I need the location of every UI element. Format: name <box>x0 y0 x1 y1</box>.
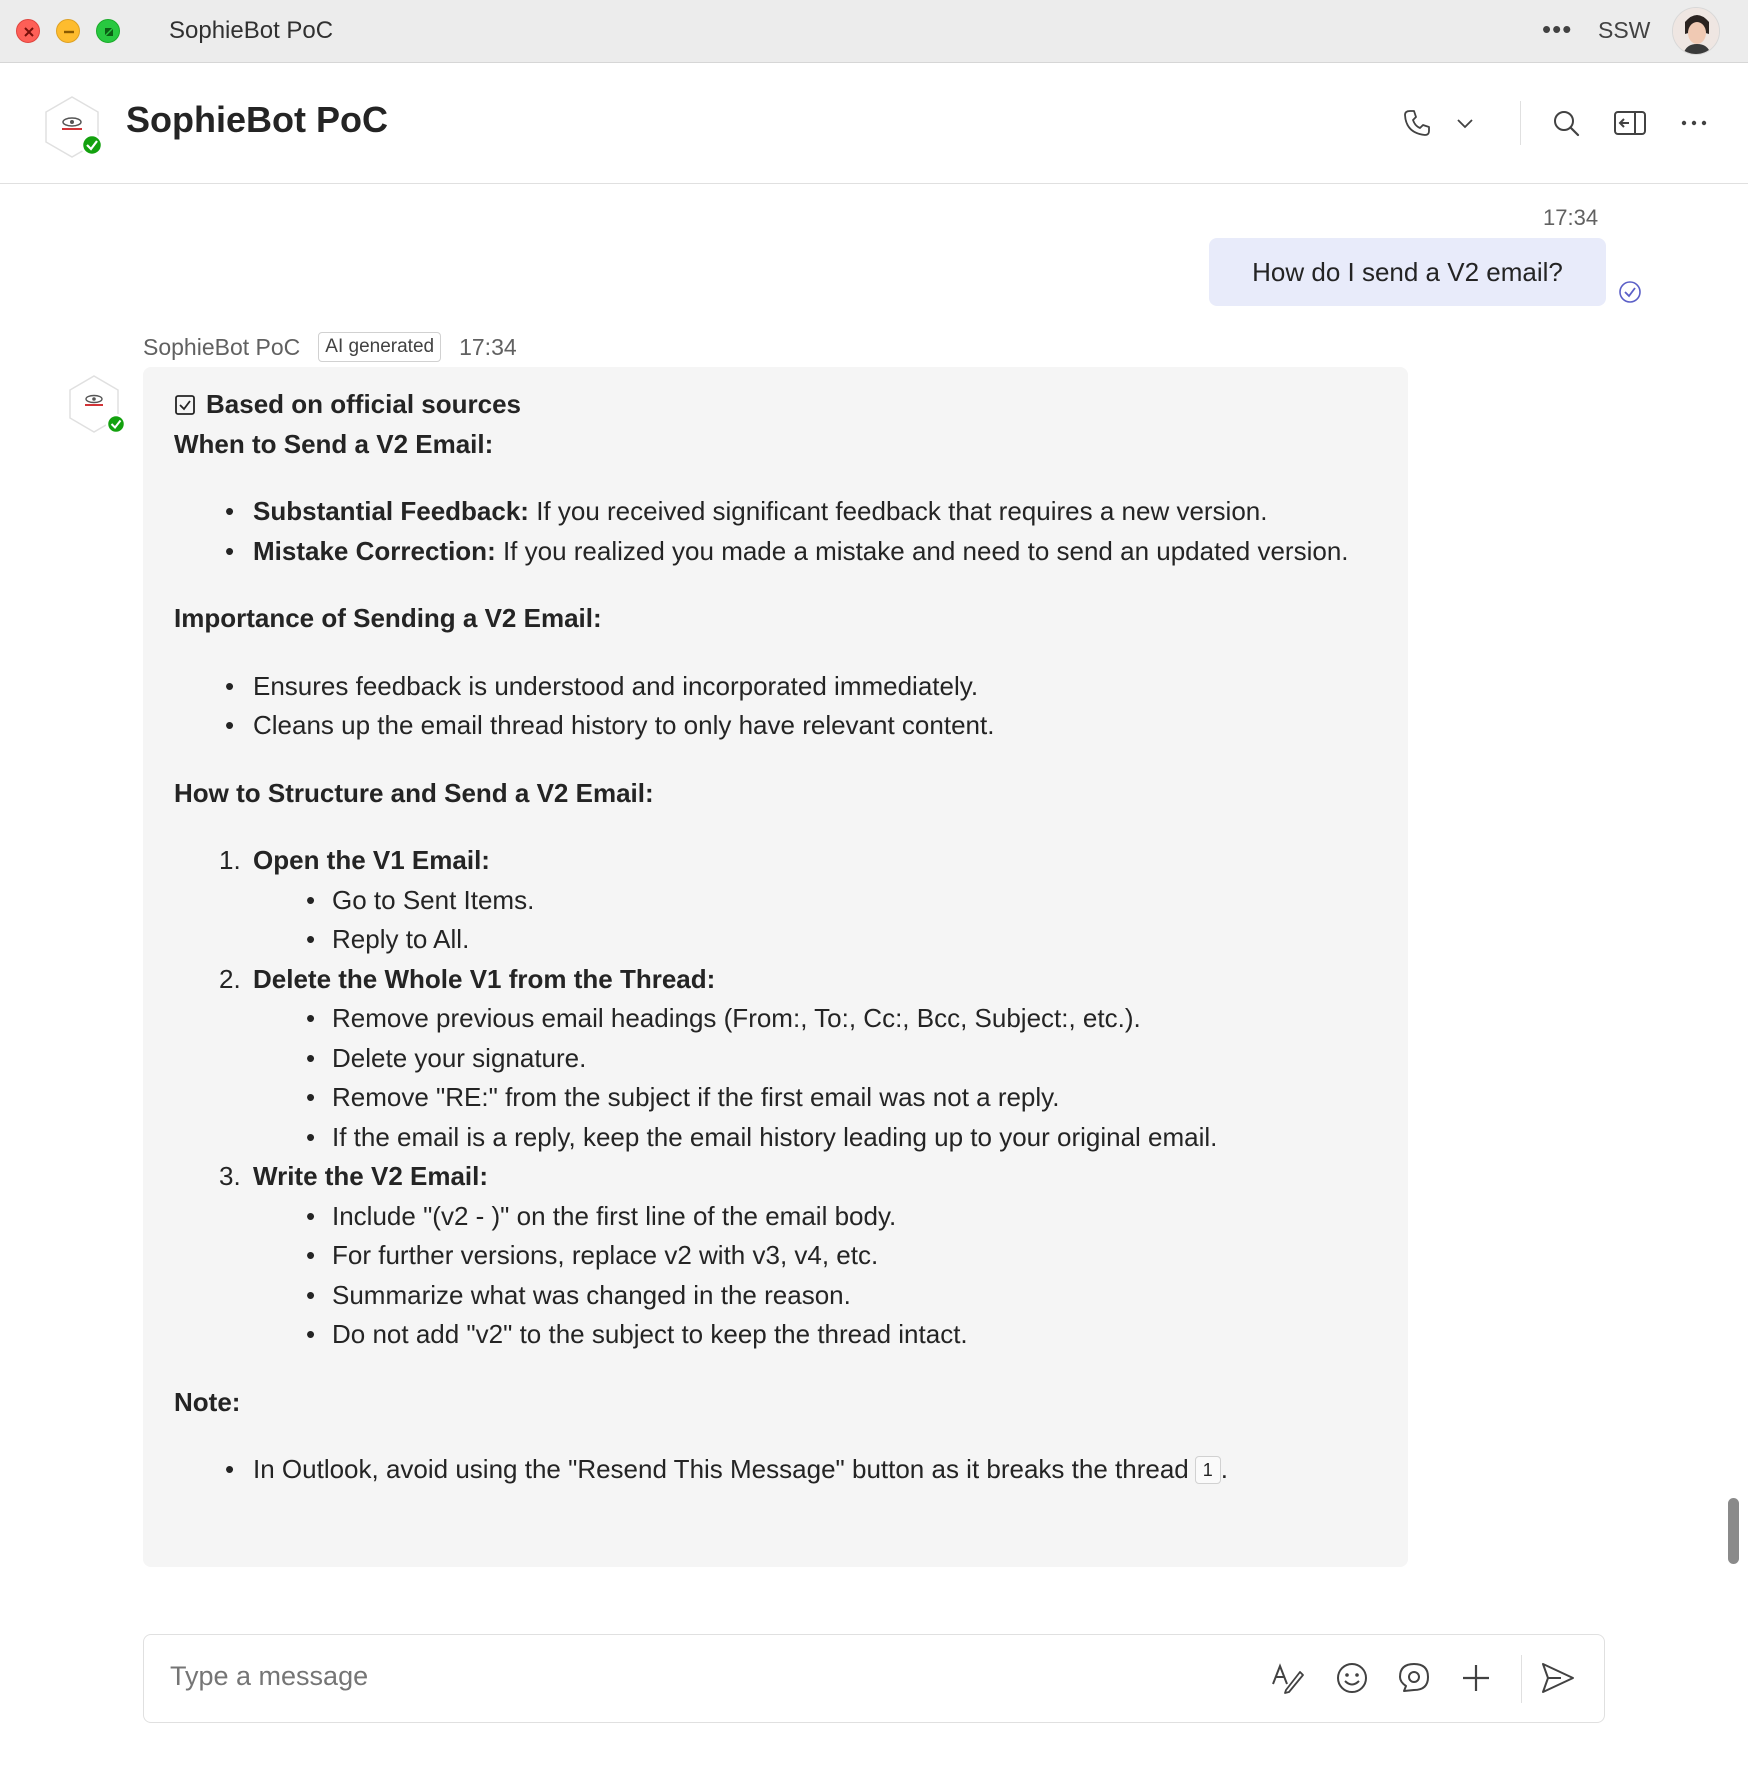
step-item <box>219 841 1378 960</box>
window-maximize-button[interactable] <box>96 19 120 43</box>
note-text: In Outlook, avoid using the "Resend This Message" button as it breaks the thread <box>253 1454 1189 1484</box>
composer-divider <box>1521 1655 1522 1703</box>
bot-message-bubble[interactable] <box>143 367 1408 1567</box>
attach-button[interactable] <box>1456 1658 1496 1698</box>
plus-icon <box>1458 1660 1494 1696</box>
list-item-title: Mistake Correction: <box>253 535 496 566</box>
message-composer <box>143 1634 1605 1723</box>
step-title: Write the V2 Email: <box>253 1161 489 1191</box>
step-title: Delete the Whole V1 from the Thread: <box>253 963 716 994</box>
header-divider <box>1520 101 1521 145</box>
official-sources-label <box>174 385 1378 425</box>
section-heading: How to Structure and Send a V2 Email: <box>174 777 654 808</box>
format-button[interactable] <box>1268 1658 1308 1698</box>
send-icon <box>1539 1659 1577 1697</box>
more-options-button[interactable]: ••• <box>1542 14 1573 44</box>
bullet-list <box>174 667 1378 746</box>
list-item: • Summarize what was changed in the reason. <box>332 1276 1378 1316</box>
section-heading: When to Send a V2 Email: <box>174 428 494 459</box>
list-item-text: If you received significant feedback that requires a new version. <box>528 496 1268 526</box>
window-title: SophieBot PoC <box>169 17 334 44</box>
search-button[interactable] <box>1548 105 1584 141</box>
search-icon <box>1550 107 1582 139</box>
note-trailing: . <box>1220 1454 1228 1484</box>
list-item: • For further versions, replace v2 with v3, v4, etc. <box>332 1236 1378 1276</box>
call-options-button[interactable] <box>1447 105 1483 141</box>
checkbox-checked-icon <box>174 394 196 416</box>
chat-header <box>0 63 1748 184</box>
list-item <box>253 532 1378 572</box>
bullet-list <box>174 1450 1378 1490</box>
step-item <box>219 1157 1378 1355</box>
list-item: • Do not add "v2" to the subject to keep the thread intact. <box>332 1315 1378 1355</box>
step-item <box>219 960 1378 1158</box>
list-item-text: If you realized you made a mistake and need to send an updated version. <box>495 535 1349 566</box>
sophiebot-logo-icon <box>62 372 126 436</box>
chevron-down-icon <box>1453 111 1477 135</box>
user-message-bubble[interactable] <box>1209 238 1606 306</box>
minimize-icon <box>57 20 81 44</box>
bullet-list <box>174 492 1378 571</box>
list-item <box>253 1450 1378 1490</box>
read-check-icon <box>1617 279 1643 305</box>
loop-button[interactable] <box>1394 1658 1434 1698</box>
list-item: • Go to Sent Items. <box>332 881 1378 921</box>
list-item: • Ensures feedback is understood and incorporated immediately. <box>253 667 1378 707</box>
fullscreen-icon <box>97 20 121 44</box>
window-titlebar <box>0 0 1748 63</box>
chat-title: SophieBot PoC <box>126 99 388 140</box>
more-icon <box>1678 107 1710 139</box>
bot-message-avatar[interactable] <box>62 372 126 436</box>
send-button[interactable] <box>1538 1658 1578 1698</box>
bot-avatar[interactable] <box>40 95 104 159</box>
list-item: • If the email is a reply, keep the email history leading up to your original email. <box>332 1118 1378 1158</box>
list-item-title: Substantial Feedback: <box>253 496 529 526</box>
step-title: Open the V1 Email: <box>253 845 490 875</box>
user-profile-icon <box>1673 8 1720 55</box>
user-message-text: How do I send a V2 email? <box>1252 256 1563 287</box>
bot-sender-name: SophieBot PoC <box>143 333 301 360</box>
list-item: • Include "(v2 - )" on the first line of the email body. <box>332 1197 1378 1237</box>
organization-label[interactable]: SSW <box>1598 17 1651 43</box>
phone-icon <box>1401 107 1433 139</box>
step-number: 2. <box>219 963 241 994</box>
message-input[interactable] <box>170 1661 1070 1692</box>
list-item: • Delete your signature. <box>332 1039 1378 1079</box>
bot-message-meta <box>143 332 517 362</box>
format-icon <box>1270 1660 1306 1696</box>
open-side-panel-icon <box>1613 107 1647 139</box>
citation-button[interactable]: 1 <box>1195 1456 1221 1484</box>
close-icon <box>17 20 41 44</box>
emoji-icon <box>1334 1660 1370 1696</box>
window-minimize-button[interactable] <box>56 19 80 43</box>
bot-message-time: 17:34 <box>459 333 517 360</box>
section-heading: Importance of Sending a V2 Email: <box>174 603 602 633</box>
ai-generated-badge[interactable]: AI generated <box>318 332 441 362</box>
user-message-time: 17:34 <box>1543 205 1599 230</box>
official-sources-text: Based on official sources <box>206 389 521 419</box>
step-number: 1. <box>219 845 241 875</box>
list-item <box>253 492 1378 532</box>
window-close-button[interactable] <box>16 19 40 43</box>
open-side-panel-button[interactable] <box>1612 105 1648 141</box>
scrollbar-thumb[interactable] <box>1728 1498 1739 1564</box>
sub-bullet-list <box>253 1197 1378 1355</box>
note-heading: Note: <box>174 1386 241 1417</box>
user-avatar[interactable] <box>1672 7 1720 55</box>
sophiebot-logo-icon <box>40 95 104 159</box>
list-item: • Reply to All. <box>332 920 1378 960</box>
numbered-list <box>174 841 1378 1355</box>
loop-icon <box>1396 1660 1432 1696</box>
read-receipt <box>1617 279 1643 310</box>
step-number: 3. <box>219 1161 241 1191</box>
list-item: • Remove previous email headings (From:, To:, Cc:, Bcc, Subject:, etc.). <box>332 999 1378 1039</box>
sub-bullet-list <box>253 881 1378 960</box>
emoji-button[interactable] <box>1332 1658 1372 1698</box>
chat-more-button[interactable] <box>1676 105 1712 141</box>
list-item: • Cleans up the email thread history to only have relevant content. <box>253 706 1378 746</box>
list-item: • Remove "RE:" from the subject if the first email was not a reply. <box>332 1078 1378 1118</box>
call-button[interactable] <box>1399 105 1435 141</box>
sub-bullet-list <box>253 999 1378 1157</box>
